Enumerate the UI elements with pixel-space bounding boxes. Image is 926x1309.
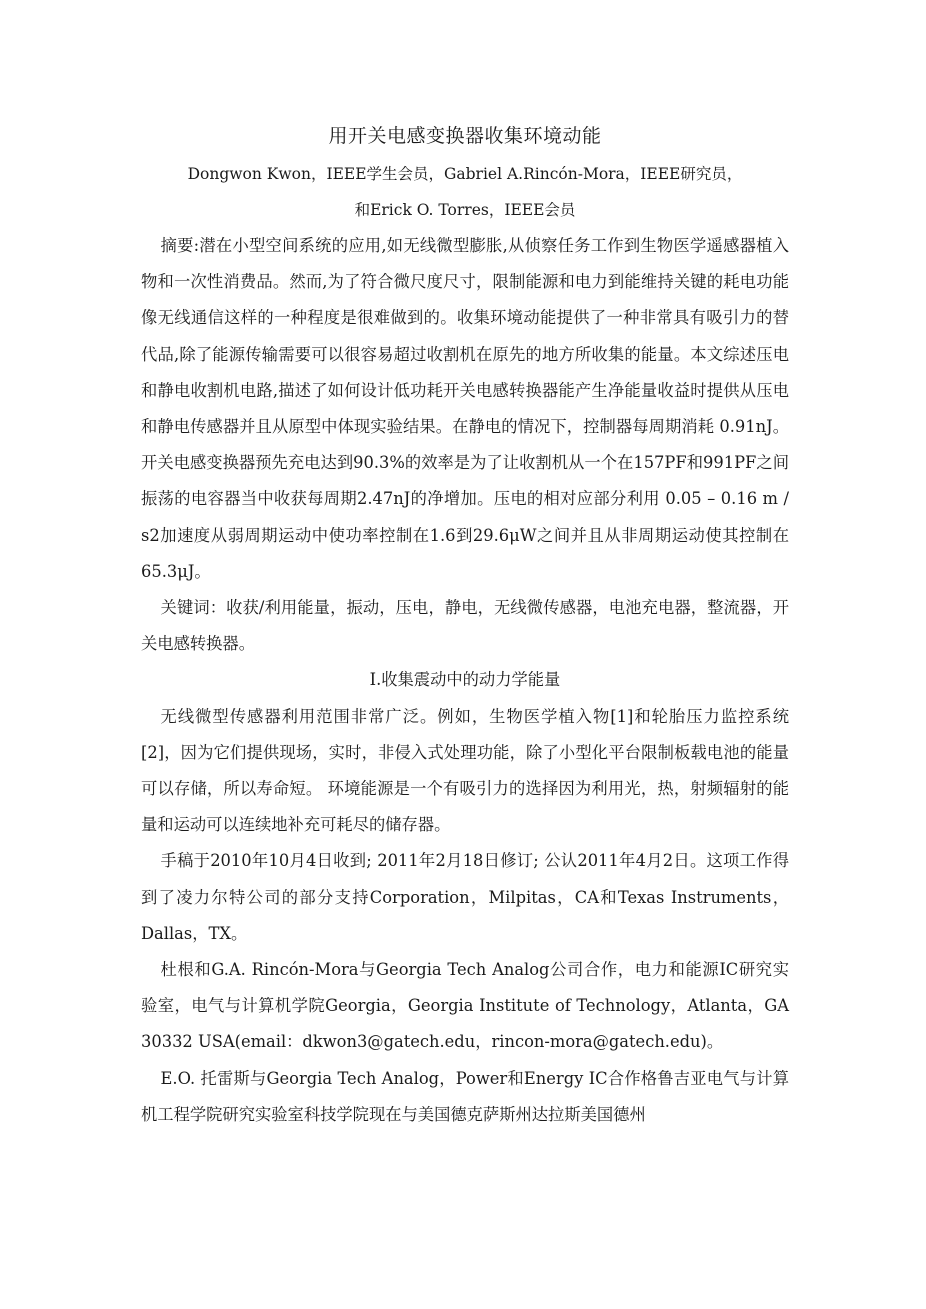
manuscript-note: 手稿于2010年10月4日收到; 2011年2月18日修订; 公认2011年4月2日。这项工作得到了凌力尔特公司的部分支持Corporation，Milpitas，CA和Texas Instruments，Dallas，TX。 bbox=[141, 851, 789, 943]
paper-title: 用开关电感变换器收集环境动能 bbox=[328, 125, 602, 147]
affiliation-paragraph-1: 杜根和G.A. Rincón-Mora与Georgia Tech Analog公司合作，电力和能源IC研究实验室，电气与计算机学院Georgia，Georgia Institute of Technology，Atlanta，GA 30332 USA(email：dkwon3@gatech.edu，rincon-mora@gatech.edu)。 bbox=[141, 960, 789, 1052]
affiliation-paragraph-2: E.O. 托雷斯与Georgia Tech Analog，Power和Energy IC合作格鲁吉亚电气与计算机工程学院研究实验室科技学院现在与美国德克萨斯州达拉斯美国德州 bbox=[141, 1068, 789, 1124]
keywords-paragraph: 关键词：收获/利用能量，振动，压电，静电，无线微传感器，电池充电器，整流器，开关电感转换器。 bbox=[141, 598, 789, 654]
authors-line-2: 和Erick O. Torres，IEEE会员 bbox=[354, 201, 576, 219]
section-1-paragraph: 无线微型传感器利用范围非常广泛。例如，生物医学植入物[1]和轮胎压力监控系统[2]，因为它们提供现场，实时，非侵入式处理功能，除了小型化平台限制板载电池的能量可以存储，所以寿命短。 环境能源是一个有吸引力的选择因为利用光，热，射频辐射的能量和运动可以连续地补充可耗尽的储存器。 bbox=[141, 706, 789, 835]
authors-line-1: Dongwon Kwon，IEEE学生会员，Gabriel A.Rincón-Mora，IEEE研究员， bbox=[187, 165, 743, 183]
section-heading-1: Ⅰ.收集震动中的动力学能量 bbox=[369, 670, 561, 690]
abstract-paragraph: 摘要:潜在小型空间系统的应用,如无线微型膨胀,从侦察任务工作到生物医学遥感器植入物和一次性消费品。然而,为了符合微尺度尺寸，限制能源和电力到能维持关键的耗电功能像无线通信这样的一种程度是很难做到的。收集环境动能提供了一种非常具有吸引力的替代品,除了能源传输需要可以很容易超过收割机在原先的地方所收集的能量。本文综述压电和静电收割机电路,描述了如何设计低功耗开关电感转换器能产生净能量收益时提供从压电和静电传感器并且从原型中体现实验结果。在静电的情况下，控制器每周期消耗 0.91nJ。开关电感变换器预先充电达到90.3%的效率是为了让收割机从一个在157PF和991PF之间振荡的电容器当中收获每周期2.47nJ的净增加。压电的相对应部分利用 0.05 – 0.16 m / s2加速度从弱周期运动中使功率控制在1.6到29.6μW之间并且从非周期运动使其控制在65.3μJ。 bbox=[141, 236, 789, 581]
document-page bbox=[141, 116, 789, 1133]
